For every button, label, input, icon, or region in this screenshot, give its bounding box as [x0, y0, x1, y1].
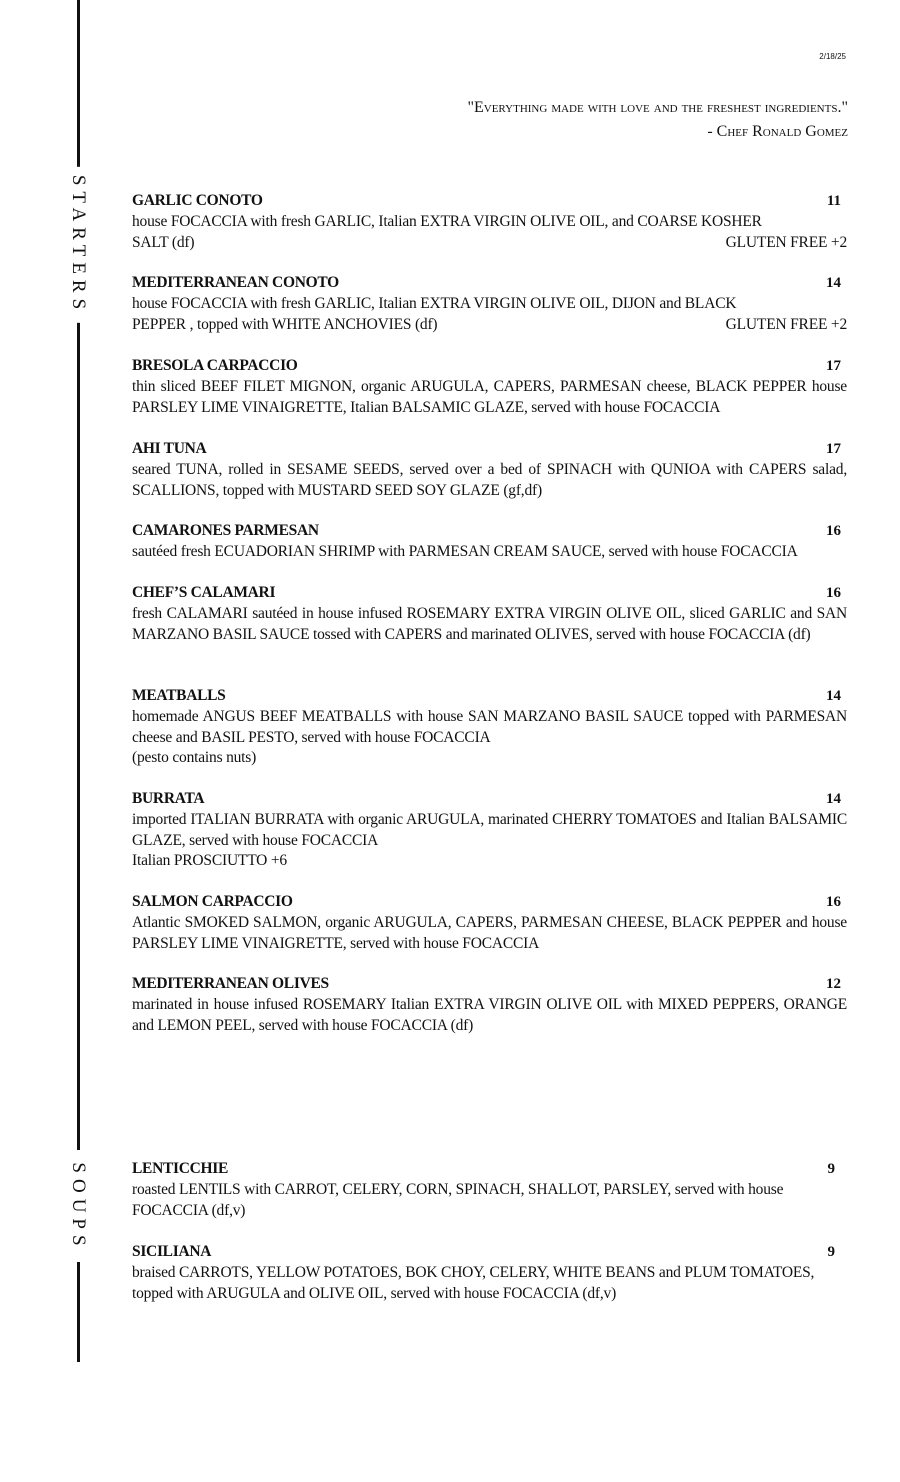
section-label-starters: STARTERS [67, 167, 89, 323]
item-name: SALMON CARPACCIO [132, 893, 293, 910]
menu-item [132, 790, 847, 872]
item-price: 14 [826, 791, 841, 807]
item-price: 9 [827, 1161, 835, 1177]
item-name: LENTICCHIE [132, 1160, 229, 1177]
item-name: AHI TUNA [132, 440, 207, 457]
menu-item [132, 584, 847, 645]
item-description: thin sliced BEEF FILET MIGNON, organic ARUGULA, CAPERS, PARMESAN cheese, BLACK PEPPER house PARSLEY LIME VINAIGRETTE, Italian BALSAMIC GLAZE, served with house FOCACCIA [132, 378, 847, 416]
item-note: (pesto contains nuts) [132, 749, 257, 766]
item-description: fresh CALAMARI sautéed in house infused ROSEMARY EXTRA VIRGIN OLIVE OIL, sliced GARLIC and SAN MARZANO BASIL SAUCE tossed with CAPERS and marinated OLIVES, served with house FOCACCIA (df) [132, 605, 847, 643]
item-description: braised CARROTS, YELLOW POTATOES, BOK CHOY, CELERY, WHITE BEANS and PLUM TOMATOES, topped with ARUGULA and OLIVE OIL, served with house FOCACCIA (df,v) [132, 1264, 815, 1302]
menu-item [132, 975, 847, 1036]
menu-item [132, 357, 847, 418]
rail-line-bottom [77, 1262, 80, 1362]
item-price: 16 [826, 523, 841, 539]
menu-item [132, 274, 847, 335]
item-price: 17 [826, 441, 841, 457]
item-price: 16 [826, 585, 841, 601]
item-description: seared TUNA, rolled in SESAME SEEDS, served over a bed of SPINACH with QUNIOA with CAPERS salad, SCALLIONS, topped with MUSTARD SEED SOY GLAZE (gf,df) [132, 461, 847, 499]
item-name: MEATBALLS [132, 687, 226, 704]
quote-text: "Everything made with love and the freshest ingredients." [467, 99, 848, 116]
item-name: CAMARONES PARMESAN [132, 522, 319, 539]
menu-item [132, 1243, 847, 1304]
rail-line-top [77, 0, 80, 170]
item-description-tail: PEPPER , topped with WHITE ANCHOVIES (df) [132, 315, 438, 333]
item-addon: Italian PROSCIUTTO +6 [132, 852, 287, 869]
menu-item [132, 440, 847, 501]
item-name: MEDITERRANEAN OLIVES [132, 975, 329, 992]
item-name: CHEF’S CALAMARI [132, 584, 276, 601]
section-label-soups: SOUPS [67, 1154, 89, 1259]
item-name: SICILIANA [132, 1243, 212, 1260]
menu-item [132, 1160, 847, 1221]
item-price: 16 [826, 894, 841, 910]
item-price: 14 [826, 275, 841, 291]
menu-date: 2/18/25 [819, 52, 846, 61]
menu-item [132, 687, 847, 769]
item-description: Atlantic SMOKED SALMON, organic ARUGULA, CAPERS, PARMESAN CHEESE, BLACK PEPPER and house PARSLEY LIME VINAIGRETTE, served with house FOCACCIA [132, 914, 847, 952]
item-description-tail: SALT (df) [132, 233, 195, 251]
item-description: marinated in house infused ROSEMARY Italian EXTRA VIRGIN OLIVE OIL with MIXED PEPPERS, ORANGE and LEMON PEEL, served with house FOCACCIA (df) [132, 996, 847, 1034]
item-description: house FOCACCIA with fresh GARLIC, Italian EXTRA VIRGIN OLIVE OIL, and COARSE KOSHER [132, 213, 762, 230]
item-name: BRESOLA CARPACCIO [132, 357, 298, 374]
rail-line-middle [77, 318, 80, 1150]
item-name: MEDITERRANEAN CONOTO [132, 274, 339, 291]
menu-item [132, 192, 847, 253]
menu-item [132, 522, 847, 563]
item-price: 12 [826, 976, 841, 992]
item-name: GARLIC CONOTO [132, 192, 263, 209]
chef-quote [467, 96, 848, 144]
gluten-free-option: GLUTEN FREE +2 [725, 233, 847, 251]
item-description: roasted LENTILS with CARROT, CELERY, CORN, SPINACH, SHALLOT, PARSLEY, served with house FOCACCIA (df,v) [132, 1181, 784, 1219]
item-name: BURRATA [132, 790, 205, 807]
item-price: 17 [826, 358, 841, 374]
quote-author: - Chef Ronald Gomez [707, 123, 848, 140]
item-price: 9 [827, 1244, 835, 1260]
item-description: imported ITALIAN BURRATA with organic ARUGULA, marinated CHERRY TOMATOES and Italian BALSAMIC GLAZE, served with house FOCACCIA [132, 811, 847, 849]
item-description: sautéed fresh ECUADORIAN SHRIMP with PARMESAN CREAM SAUCE, served with house FOCACCIA [132, 543, 798, 560]
item-description: house FOCACCIA with fresh GARLIC, Italian EXTRA VIRGIN OLIVE OIL, DIJON and BLACK [132, 295, 737, 312]
gluten-free-option: GLUTEN FREE +2 [725, 315, 847, 333]
item-price: 14 [826, 688, 841, 704]
item-price: 11 [826, 193, 841, 209]
item-description: homemade ANGUS BEEF MEATBALLS with house SAN MARZANO BASIL SAUCE topped with PARMESAN cheese and BASIL PESTO, served with house FOCACCIA [132, 708, 847, 746]
menu-item [132, 893, 847, 954]
